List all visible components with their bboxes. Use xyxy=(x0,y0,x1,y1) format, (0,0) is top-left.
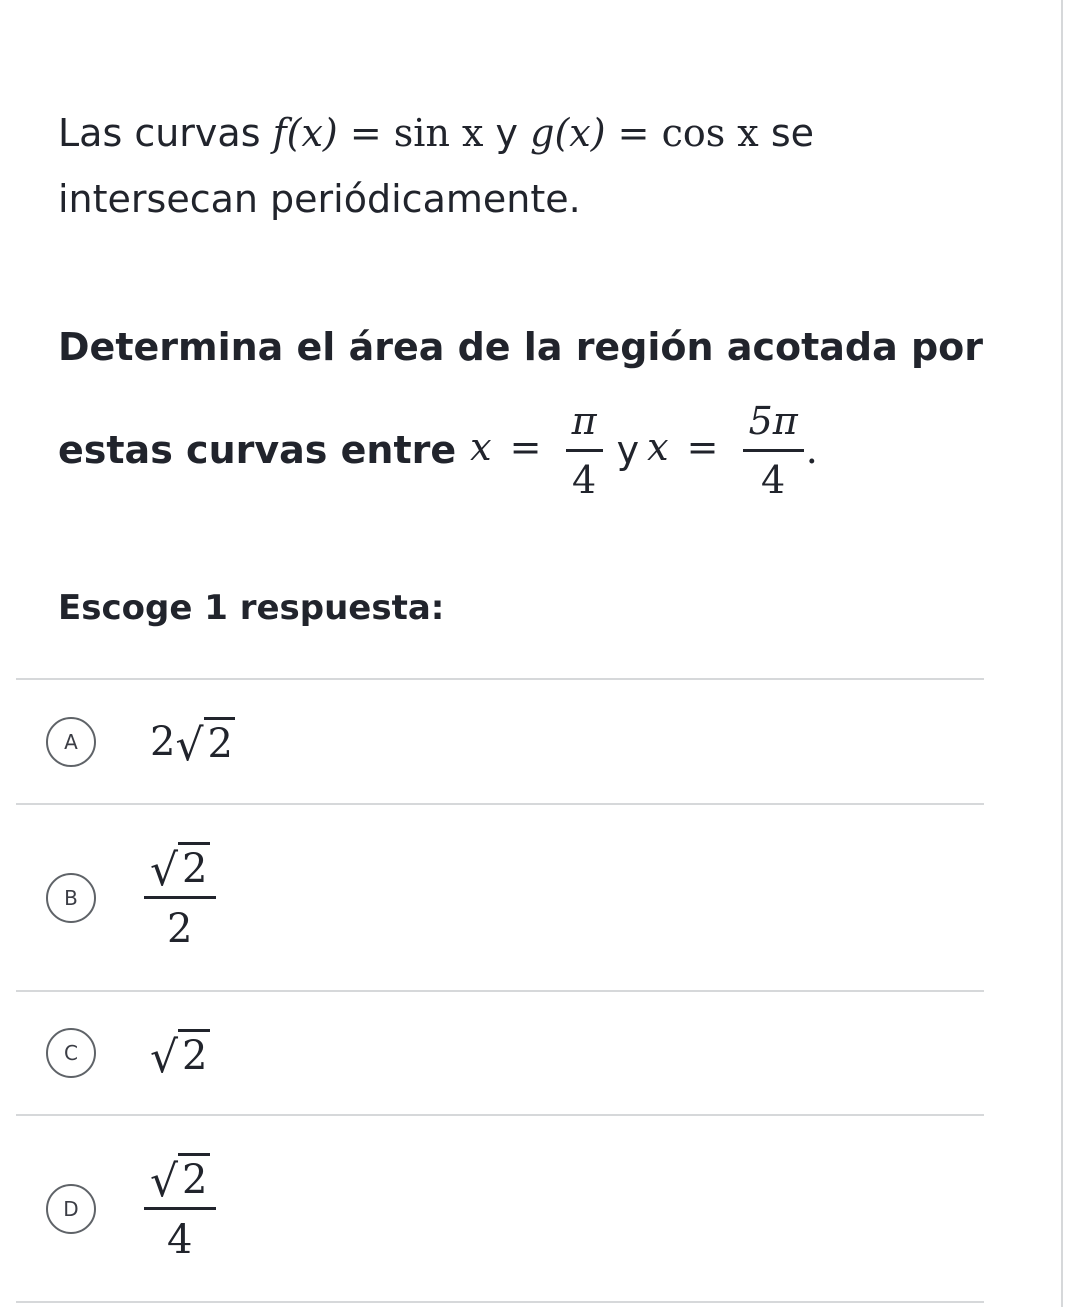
square-root xyxy=(175,717,235,771)
answer-prompt: Escoge 1 respuesta: xyxy=(58,588,445,628)
f-lhs: f(x) xyxy=(272,111,338,155)
fraction-numerator xyxy=(144,1153,216,1210)
right-border xyxy=(1061,0,1063,1307)
answer-choices xyxy=(16,678,984,1303)
choice-b[interactable] xyxy=(16,805,984,992)
question-main-text: estas curvas entre xyxy=(58,428,457,472)
choice-d-content xyxy=(138,1153,222,1264)
radio-a-icon[interactable]: A xyxy=(46,717,96,767)
equals-sign: = xyxy=(617,111,650,155)
square-root xyxy=(150,842,210,896)
radio-c-icon[interactable]: C xyxy=(46,1028,96,1078)
fraction-numerator: 5π xyxy=(743,397,804,452)
radio-b-icon[interactable]: B xyxy=(46,873,96,923)
fraction xyxy=(144,1153,216,1264)
g-rhs: cos x xyxy=(661,111,759,155)
conjunction: y xyxy=(616,428,640,472)
x-variable: x xyxy=(647,424,669,469)
intro-line-2: intersecan periódicamente. xyxy=(58,177,581,221)
radical-icon: √ xyxy=(150,1031,179,1083)
choice-a[interactable] xyxy=(16,680,984,805)
intro-suffix: se xyxy=(770,111,815,155)
question-main-line-2 xyxy=(58,390,818,510)
g-lhs: g(x) xyxy=(530,111,606,155)
radical-icon: √ xyxy=(175,720,204,771)
fraction-denominator: 4 xyxy=(167,1217,193,1263)
g-definition xyxy=(530,111,771,155)
f-rhs: sin x xyxy=(393,111,484,155)
equals-sign: = xyxy=(509,424,542,469)
choice-c-content xyxy=(150,1029,210,1083)
fraction-numerator xyxy=(144,842,216,899)
radicand: 2 xyxy=(178,1029,209,1078)
bound-upper xyxy=(647,397,810,504)
bound-lower xyxy=(470,397,608,504)
radicand: 2 xyxy=(178,842,209,891)
f-definition xyxy=(273,111,496,155)
intro-text: Las curvas xyxy=(58,111,261,155)
equals-sign: = xyxy=(349,111,382,155)
square-root xyxy=(150,1029,210,1083)
fraction xyxy=(144,842,216,953)
radical-icon: √ xyxy=(150,845,179,896)
fraction-5pi-over-4 xyxy=(743,397,804,504)
question-main-line-1: Determina el área de la región acotada por xyxy=(58,325,984,369)
radicand: 2 xyxy=(204,717,235,766)
x-variable: x xyxy=(470,424,492,469)
choice-d[interactable] xyxy=(16,1116,984,1303)
conjunction: y xyxy=(495,111,519,155)
question-intro xyxy=(58,100,998,232)
choice-b-content xyxy=(138,842,222,953)
fraction-denominator: 2 xyxy=(167,906,193,952)
fraction-denominator: 4 xyxy=(761,457,786,502)
equals-sign: = xyxy=(686,424,719,469)
choice-a-content xyxy=(150,717,235,771)
fraction-numerator: π xyxy=(566,397,603,452)
square-root xyxy=(150,1153,210,1207)
radicand: 2 xyxy=(178,1153,209,1202)
radio-d-icon[interactable]: D xyxy=(46,1184,96,1234)
fraction-denominator: 4 xyxy=(572,457,597,502)
fraction-pi-over-4 xyxy=(566,397,603,504)
radical-icon: √ xyxy=(150,1156,179,1207)
coefficient: 2 xyxy=(150,718,176,765)
end-period: . xyxy=(805,428,818,472)
choice-c[interactable] xyxy=(16,992,984,1116)
